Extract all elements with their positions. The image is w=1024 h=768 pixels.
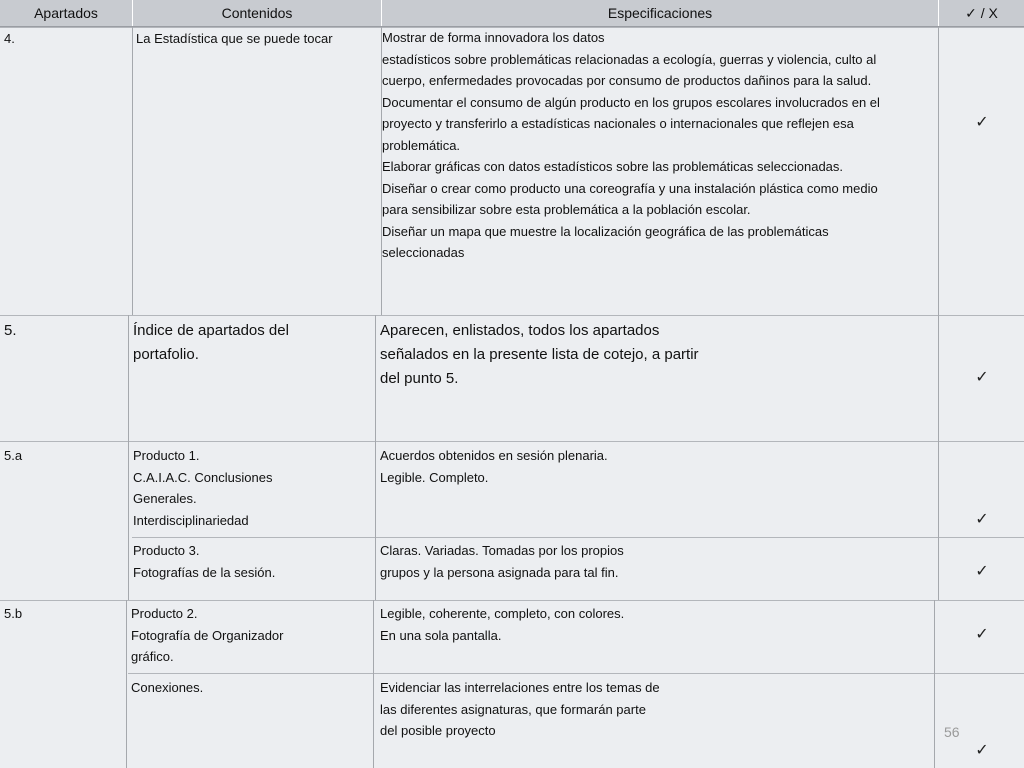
spec-line: Evidenciar las interrelaciones entre los temas de	[380, 680, 660, 695]
row-5b-conexiones-contenido	[131, 677, 203, 699]
row-5a-producto-1-check-mark: ✓	[975, 511, 989, 528]
row-5-check-mark: ✓	[975, 369, 989, 386]
spec-line: Diseñar un mapa que muestre la localización geográfica de las problemáticas	[382, 223, 829, 239]
spec-line: Elaborar gráficas con datos estadísticos sobre las problemáticas seleccionadas.	[382, 159, 844, 174]
row-5-apartado: 5.	[4, 322, 17, 339]
content-line: Producto 2.	[131, 606, 198, 621]
spec-line: seleccionadas	[382, 245, 465, 260]
spec-line: Acuerdos obtenidos en sesión plenaria.	[380, 448, 608, 463]
column-divider	[375, 441, 376, 600]
spec-line: señalados en la presente lista de cotejo, a partir	[380, 346, 699, 363]
spec-line: grupos y la persona asignada para tal fin.	[380, 564, 619, 580]
row-5b-conexiones-especificaciones	[380, 677, 660, 742]
row-4-check-mark: ✓	[975, 114, 989, 131]
spec-line: del posible proyecto	[380, 723, 496, 738]
spec-line: Diseñar o crear como producto una coreografía y una instalación plástica como medio	[382, 180, 878, 196]
spec-line: problemática.	[382, 137, 461, 153]
row-4-apartado: 4.	[4, 31, 15, 46]
spec-line: del punto 5.	[380, 370, 459, 387]
spec-line: Legible, coherente, completo, con colores.	[380, 606, 625, 621]
spec-line: Claras. Variadas. Tomadas por los propios	[380, 543, 624, 558]
content-line: C.A.I.A.C. Conclusiones	[133, 469, 273, 485]
row-4-especificaciones	[382, 27, 880, 264]
page-number: 56	[944, 724, 960, 740]
content-line: Producto 3.	[133, 543, 200, 558]
row-5b-producto-2-contenido	[131, 603, 283, 668]
column-divider	[938, 441, 939, 600]
column-divider	[375, 315, 376, 441]
row-5b-producto-2-especificaciones	[380, 603, 624, 646]
spec-line: estadísticos sobre problemáticas relacionadas a ecología, guerras y violencia, culto al	[382, 51, 877, 67]
column-divider	[938, 315, 939, 441]
content-line: Fotografías de la sesión.	[133, 564, 276, 580]
row-5a-producto-3-especificaciones	[380, 540, 624, 583]
header-apartados: Apartados	[34, 5, 98, 21]
row-divider	[132, 537, 1024, 538]
column-divider	[934, 600, 935, 768]
row-divider	[128, 673, 1024, 674]
row-5b-apartado: 5.b	[4, 606, 23, 621]
row-5b-conexiones-check-mark: ✓	[975, 742, 989, 759]
header-especificaciones: Especificaciones	[607, 5, 713, 21]
column-divider	[938, 27, 939, 315]
row-4-contenido: La Estadística que se puede tocar	[136, 31, 333, 46]
content-line: Fotografía de Organizador	[131, 627, 284, 643]
spec-line: Aparecen, enlistados, todos los apartados	[380, 322, 660, 339]
column-divider	[126, 600, 127, 768]
column-divider	[128, 315, 129, 441]
header-check: ✓ / X	[965, 5, 998, 21]
spec-line: las diferentes asignaturas, que formarán parte	[380, 701, 646, 717]
spec-line: cuerpo, enfermedades provocadas por consumo de productos dañinos para la salud.	[382, 73, 872, 88]
content-line: Producto 1.	[133, 448, 200, 463]
column-divider	[132, 27, 133, 315]
spec-line: Mostrar de forma innovadora los datos	[382, 30, 605, 45]
row-5a-producto-3-check-mark: ✓	[975, 563, 989, 580]
row-5a-producto-1-contenido	[133, 445, 272, 531]
spec-line: En una sola pantalla.	[380, 627, 502, 643]
row-5-especificaciones	[380, 319, 699, 391]
content-line: Interdisciplinariedad	[133, 512, 249, 528]
content-line: gráfico.	[131, 649, 174, 664]
row-5a-apartado: 5.a	[4, 448, 23, 463]
spec-line: para sensibilizar sobre esta problemática a la población escolar.	[382, 202, 751, 217]
row-5a-producto-3-contenido	[133, 540, 275, 583]
table-header	[0, 0, 1024, 27]
row-5-contenido	[133, 319, 289, 367]
content-line: portafolio.	[133, 346, 199, 363]
header-contenidos: Contenidos	[221, 5, 293, 21]
spec-line: proyecto y transferirlo a estadísticas nacionales o internacionales que reflejen esa	[382, 116, 854, 131]
column-divider	[373, 600, 374, 768]
content-line: Índice de apartados del	[133, 322, 289, 339]
spec-line: Documentar el consumo de algún producto en los grupos escolares involucrados en el	[382, 94, 880, 110]
row-5b-producto-2-check-mark: ✓	[975, 626, 989, 643]
content-line: Generales.	[133, 491, 197, 506]
column-divider	[128, 441, 129, 600]
content-line: Conexiones.	[131, 680, 204, 695]
spec-line: Legible. Completo.	[380, 469, 489, 485]
row-5a-producto-1-especificaciones	[380, 445, 608, 488]
